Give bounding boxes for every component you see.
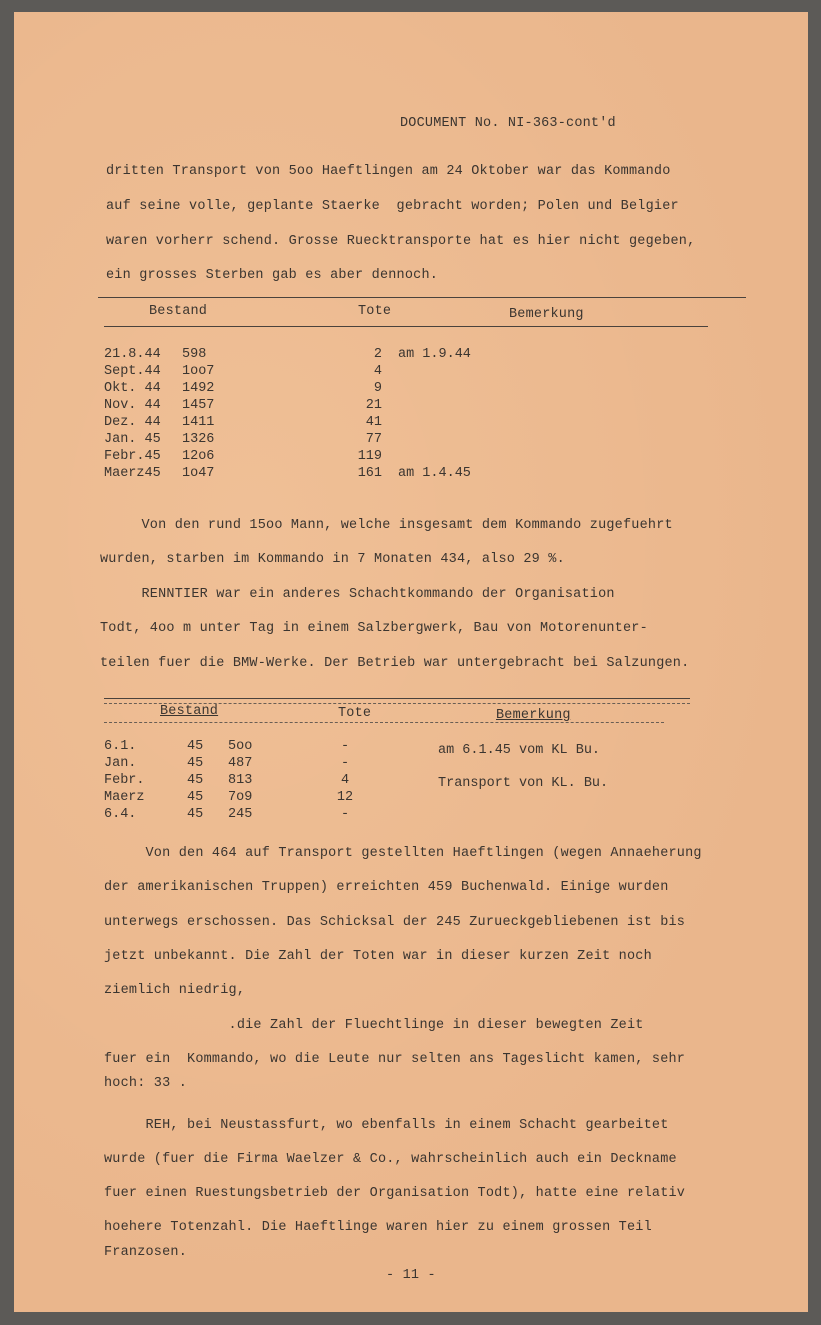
- table1-count: 1oo7: [182, 364, 215, 379]
- table2-year: 45: [187, 773, 204, 788]
- table1-month: Maerz45: [104, 466, 161, 481]
- table1-header-rule: [104, 326, 708, 327]
- table2-top-rule: [104, 698, 690, 699]
- table2-dead: -: [340, 739, 350, 754]
- table2-header-tote: Tote: [338, 706, 372, 721]
- table2-count: 487: [228, 756, 253, 771]
- table2-count: 245: [228, 807, 253, 822]
- table1-month: Sept.44: [104, 364, 161, 379]
- table1-count: 1411: [182, 415, 215, 430]
- table1-header-bestand: Bestand: [149, 304, 208, 319]
- table1-top-rule: [98, 297, 746, 298]
- table1-month: 21.8.44: [104, 347, 161, 362]
- table1-note: am 1.4.45: [398, 466, 471, 481]
- paragraph-line: ziemlich niedrig,: [104, 983, 246, 998]
- table2-month: Maerz: [104, 790, 145, 805]
- table1-month: Febr.45: [104, 449, 161, 464]
- table2-month: 6.1.: [104, 739, 137, 754]
- page-number: - 11 -: [386, 1268, 436, 1283]
- table1-dead: 77: [365, 432, 382, 447]
- document-header: DOCUMENT No. NI-363-cont'd: [400, 116, 616, 131]
- table2-header-bemerkung: Bemerkung: [496, 708, 571, 723]
- intro-line: dritten Transport von 5oo Haeftlingen am 24 Oktober war das Kommando: [106, 164, 671, 179]
- paragraph-line: Von den rund 15oo Mann, welche insgesamt dem Kommando zugefuehrt: [100, 518, 673, 533]
- table1-count: 1457: [182, 398, 215, 413]
- table2-month: Jan.: [104, 756, 137, 771]
- table1-month: Dez. 44: [104, 415, 161, 430]
- table1-dead: 4: [373, 364, 382, 379]
- paragraph-line: .die Zahl der Fluechtlinge in dieser bewegten Zeit: [104, 1018, 644, 1033]
- table2-dead: -: [340, 756, 350, 771]
- table2-dead: 12: [336, 790, 354, 805]
- table1-dead: 161: [357, 466, 382, 481]
- table1-count: 598: [182, 347, 207, 362]
- table1-count: 1492: [182, 381, 215, 396]
- table2-note: am 6.1.45 vom KL Bu.: [438, 743, 601, 758]
- paragraph-line: wurden, starben im Kommando in 7 Monaten 434, also 29 %.: [100, 552, 565, 567]
- table1-count: 1o47: [182, 466, 215, 481]
- table1-month: Okt. 44: [104, 381, 161, 396]
- table2-year: 45: [187, 756, 204, 771]
- paragraph-line: Todt, 4oo m unter Tag in einem Salzbergwerk, Bau von Motorenunter-: [100, 621, 648, 636]
- paragraph-line: hoehere Totenzahl. Die Haeftlinge waren hier zu einem grossen Teil: [104, 1220, 652, 1235]
- table1-header-bemerkung: Bemerkung: [509, 307, 584, 322]
- paragraph-line: RENNTIER war ein anderes Schachtkommando der Organisation: [100, 587, 615, 602]
- table2-count: 5oo: [228, 739, 253, 754]
- paragraph-line: fuer einen Ruestungsbetrieb der Organisation Todt), hatte eine relativ: [104, 1186, 686, 1201]
- table1-month: Nov. 44: [104, 398, 161, 413]
- table1-dead: 9: [373, 381, 382, 396]
- table1-month: Jan. 45: [104, 432, 161, 447]
- table2-count: 813: [228, 773, 253, 788]
- paragraph-line: hoch: 33 .: [104, 1076, 188, 1091]
- paragraph-line: der amerikanischen Truppen) erreichten 459 Buchenwald. Einige wurden: [104, 880, 669, 895]
- paragraph-line: teilen fuer die BMW-Werke. Der Betrieb war untergebracht bei Salzungen.: [100, 656, 690, 671]
- paragraph-line: fuer ein Kommando, wo die Leute nur selten ans Tageslicht kamen, sehr: [104, 1052, 686, 1067]
- table2-year: 45: [187, 790, 204, 805]
- intro-line: waren vorherr schend. Grosse Ruecktransporte hat es hier nicht gegeben,: [106, 234, 696, 249]
- paragraph-line: REH, bei Neustassfurt, wo ebenfalls in einem Schacht gearbeitet: [104, 1118, 669, 1133]
- table1-note: am 1.9.44: [398, 347, 471, 362]
- table2-year: 45: [187, 739, 204, 754]
- table1-count: 12o6: [182, 449, 215, 464]
- table1-dead: 21: [365, 398, 382, 413]
- intro-line: ein grosses Sterben gab es aber dennoch.: [106, 268, 439, 283]
- paragraph-line: unterwegs erschossen. Das Schicksal der 245 Zurueckgebliebenen ist bis: [104, 915, 686, 930]
- table1-dead: 41: [365, 415, 382, 430]
- table2-header-rule: [104, 722, 664, 723]
- table1-header-tote: Tote: [358, 304, 392, 319]
- table1-dead: 2: [373, 347, 382, 362]
- intro-line: auf seine volle, geplante Staerke gebracht worden; Polen und Belgier: [106, 199, 679, 214]
- table2-year: 45: [187, 807, 204, 822]
- table2-dead: 4: [340, 773, 350, 788]
- table2-dead: -: [340, 807, 350, 822]
- paragraph-line: Von den 464 auf Transport gestellten Haeftlingen (wegen Annaeherung: [104, 846, 702, 861]
- paragraph-line: jetzt unbekannt. Die Zahl der Toten war in dieser kurzen Zeit noch: [104, 949, 652, 964]
- table1-count: 1326: [182, 432, 215, 447]
- paragraph-line: Franzosen.: [104, 1245, 188, 1260]
- document-page: [14, 12, 808, 1312]
- table2-month: 6.4.: [104, 807, 137, 822]
- table2-month: Febr.: [104, 773, 145, 788]
- table1-dead: 119: [357, 449, 382, 464]
- table2-header-bestand: Bestand: [160, 704, 219, 719]
- paragraph-line: wurde (fuer die Firma Waelzer & Co., wahrscheinlich auch ein Deckname: [104, 1152, 677, 1167]
- table2-count: 7o9: [228, 790, 253, 805]
- table2-note: Transport von KL. Bu.: [438, 776, 609, 791]
